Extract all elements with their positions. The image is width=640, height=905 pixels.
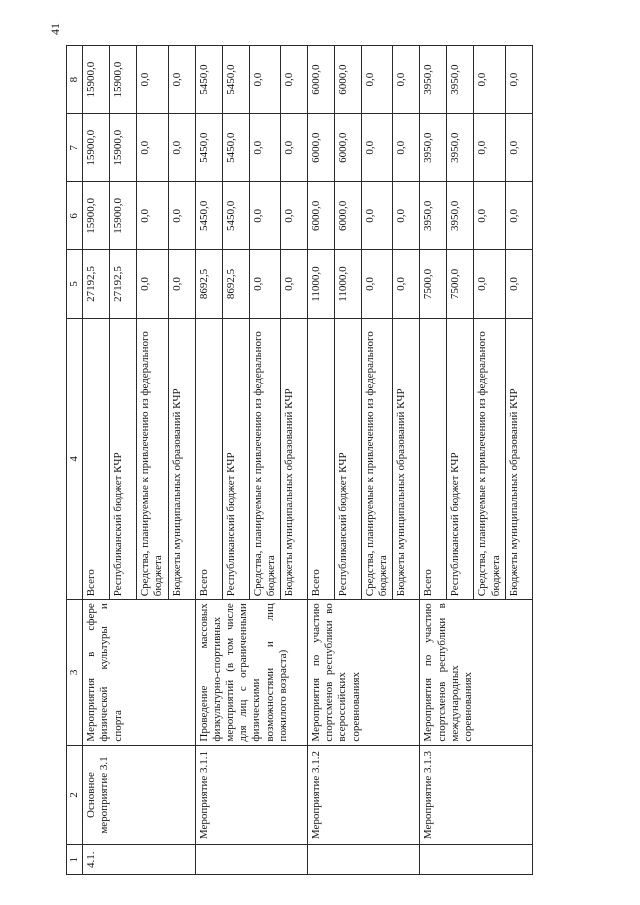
amount-cell: 0,0 <box>393 249 420 317</box>
amount-cell: 0,0 <box>168 45 195 113</box>
amount-cell: 0,0 <box>474 113 505 181</box>
amount-cell: 27192,5 <box>110 249 137 317</box>
amount-cell: 7500,0 <box>447 249 474 317</box>
column-number: 2 <box>67 745 83 845</box>
amount-cell: 11000,0 <box>334 249 361 317</box>
amount-cell: 0,0 <box>280 45 307 113</box>
table-row <box>307 45 334 874</box>
amount-cell: 0,0 <box>393 45 420 113</box>
amount-cell: 3950,0 <box>420 45 447 113</box>
column-number: 3 <box>67 599 83 744</box>
amount-cell: 0,0 <box>168 249 195 317</box>
amount-cell: 0,0 <box>393 113 420 181</box>
amount-cell: 0,0 <box>361 45 392 113</box>
amount-cell: 0,0 <box>361 249 392 317</box>
amount-cell: 0,0 <box>280 249 307 317</box>
funding-source-cell: Всего <box>307 318 334 600</box>
amount-cell: 5450,0 <box>195 113 222 181</box>
amount-cell: 0,0 <box>249 249 280 317</box>
funding-source-cell: Всего <box>195 318 222 600</box>
amount-cell: 0,0 <box>361 181 392 249</box>
amount-cell: 0,0 <box>393 181 420 249</box>
amount-cell: 0,0 <box>474 45 505 113</box>
funding-source-cell: Республиканский бюджет КЧР <box>447 318 474 600</box>
amount-cell: 11000,0 <box>307 249 334 317</box>
amount-cell: 5450,0 <box>222 181 249 249</box>
table-row <box>83 45 110 874</box>
funding-source-cell: Республиканский бюджет КЧР <box>110 318 137 600</box>
amount-cell: 5450,0 <box>222 45 249 113</box>
table-row <box>195 45 222 874</box>
column-number-row <box>67 45 83 874</box>
row-number-cell: 4.1. <box>83 844 195 874</box>
amount-cell: 0,0 <box>249 181 280 249</box>
amount-cell: 5450,0 <box>222 113 249 181</box>
amount-cell: 27192,5 <box>83 249 110 317</box>
column-number: 7 <box>67 113 83 181</box>
amount-cell: 0,0 <box>137 249 168 317</box>
funding-source-cell: Бюджеты муниципальных образований КЧР <box>505 318 532 600</box>
column-number: 6 <box>67 181 83 249</box>
amount-cell: 0,0 <box>505 45 532 113</box>
amount-cell: 15900,0 <box>110 181 137 249</box>
amount-cell: 15900,0 <box>110 113 137 181</box>
amount-cell: 0,0 <box>137 45 168 113</box>
column-number: 4 <box>67 318 83 600</box>
row-number-cell <box>307 844 419 874</box>
amount-cell: 5450,0 <box>195 45 222 113</box>
amount-cell: 0,0 <box>168 181 195 249</box>
funding-source-cell: Бюджеты муниципальных образований КЧР <box>393 318 420 600</box>
row-number-cell <box>195 844 307 874</box>
activity-name-cell: Мероприятия по участию спортсменов республики во всероссийских соревнованиях <box>307 599 419 744</box>
amount-cell: 0,0 <box>505 249 532 317</box>
amount-cell: 15900,0 <box>83 181 110 249</box>
page-number: 41 <box>48 22 62 35</box>
activity-name-cell: Мероприятия по участию спортсменов республики в международных соревнованиях <box>420 599 532 744</box>
amount-cell: 8692,5 <box>195 249 222 317</box>
amount-cell: 0,0 <box>361 113 392 181</box>
amount-cell: 0,0 <box>474 249 505 317</box>
amount-cell: 6000,0 <box>307 45 334 113</box>
amount-cell: 6000,0 <box>334 181 361 249</box>
amount-cell: 0,0 <box>249 113 280 181</box>
amount-cell: 5450,0 <box>195 181 222 249</box>
amount-cell: 0,0 <box>505 181 532 249</box>
amount-cell: 15900,0 <box>83 113 110 181</box>
amount-cell: 7500,0 <box>420 249 447 317</box>
amount-cell: 3950,0 <box>420 113 447 181</box>
column-number: 5 <box>67 249 83 317</box>
amount-cell: 8692,5 <box>222 249 249 317</box>
rotated-document-page <box>40 23 600 883</box>
funding-source-cell: Средства, планируемые к привлечению из федерального бюджета <box>137 318 168 600</box>
funding-source-cell: Средства, планируемые к привлечению из федерального бюджета <box>474 318 505 600</box>
column-number: 1 <box>67 844 83 874</box>
funding-source-cell: Республиканский бюджет КЧР <box>222 318 249 600</box>
column-number: 8 <box>67 45 83 113</box>
funding-source-cell: Средства, планируемые к привлечению из федерального бюджета <box>249 318 280 600</box>
amount-cell: 0,0 <box>137 113 168 181</box>
funding-source-cell: Всего <box>83 318 110 600</box>
funding-source-cell: Бюджеты муниципальных образований КЧР <box>168 318 195 600</box>
funding-source-cell: Всего <box>420 318 447 600</box>
amount-cell: 0,0 <box>249 45 280 113</box>
activity-name-cell: Проведение массовых физкультурно-спортивных мероприятий (в том числе для лиц с ограниченными физическими возможностями и лиц пожилого возраста) <box>195 599 307 744</box>
amount-cell: 6000,0 <box>307 113 334 181</box>
row-number-cell <box>420 844 532 874</box>
amount-cell: 0,0 <box>280 113 307 181</box>
budget-table <box>66 45 533 875</box>
amount-cell: 3950,0 <box>447 113 474 181</box>
amount-cell: 15900,0 <box>110 45 137 113</box>
amount-cell: 0,0 <box>280 181 307 249</box>
amount-cell: 0,0 <box>474 181 505 249</box>
activity-type-cell: Мероприятие 3.1.2 <box>307 745 419 845</box>
amount-cell: 6000,0 <box>334 113 361 181</box>
funding-source-cell: Республиканский бюджет КЧР <box>334 318 361 600</box>
funding-source-cell: Средства, планируемые к привлечению из федерального бюджета <box>361 318 392 600</box>
amount-cell: 0,0 <box>505 113 532 181</box>
amount-cell: 15900,0 <box>83 45 110 113</box>
amount-cell: 0,0 <box>137 181 168 249</box>
activity-name-cell: Мероприятия в сфере физической культуры и спорта <box>83 599 195 744</box>
amount-cell: 6000,0 <box>307 181 334 249</box>
amount-cell: 6000,0 <box>334 45 361 113</box>
table-row <box>420 45 447 874</box>
activity-type-cell: Основное мероприятие 3.1 <box>83 745 195 845</box>
amount-cell: 3950,0 <box>447 45 474 113</box>
funding-source-cell: Бюджеты муниципальных образований КЧР <box>280 318 307 600</box>
amount-cell: 0,0 <box>168 113 195 181</box>
amount-cell: 3950,0 <box>447 181 474 249</box>
table-body <box>83 45 533 874</box>
amount-cell: 3950,0 <box>420 181 447 249</box>
activity-type-cell: Мероприятие 3.1.3 <box>420 745 532 845</box>
activity-type-cell: Мероприятие 3.1.1 <box>195 745 307 845</box>
